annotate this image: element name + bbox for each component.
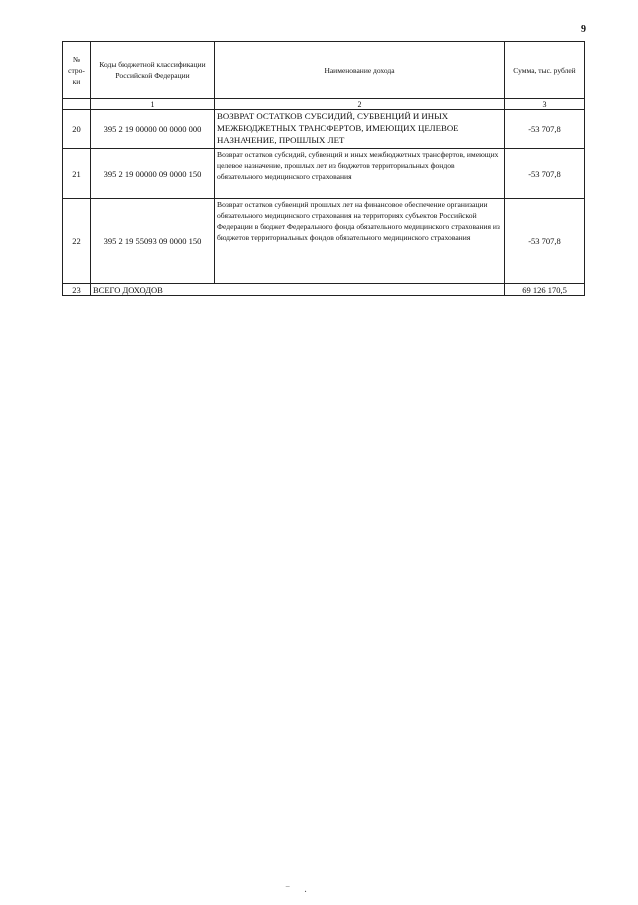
column-index-blank <box>63 99 91 110</box>
revenue-name: Возврат остатков субсидий, субвенций и иных межбюджетных трансфертов, имеющих целевое назначение, прошлых лет из бюджетов территориальных фондов обязательного медицинского страхования <box>215 149 505 199</box>
page-number: 9 <box>581 24 586 35</box>
header-budget-code: Коды бюджетной классификации Российской Федерации <box>91 42 215 99</box>
column-index-1: 1 <box>91 99 215 110</box>
table-row <box>63 110 585 149</box>
amount: -53 707,8 <box>505 110 585 149</box>
total-row <box>63 284 585 296</box>
budget-code: 395 2 19 00000 00 0000 000 <box>91 110 215 149</box>
header-row-number: № стро-ки <box>63 42 91 99</box>
table-row <box>63 199 585 284</box>
amount: -53 707,8 <box>505 199 585 284</box>
total-amount: 69 126 170,5 <box>505 284 585 296</box>
budget-code: 395 2 19 55093 09 0000 150 <box>91 199 215 284</box>
column-index-2: 2 <box>215 99 505 110</box>
header-revenue-name: Наименование дохода <box>215 42 505 99</box>
amount: -53 707,8 <box>505 149 585 199</box>
row-number: 20 <box>63 110 91 149</box>
row-number: 22 <box>63 199 91 284</box>
total-label: ВСЕГО ДОХОДОВ <box>91 284 505 296</box>
column-index-row <box>63 99 585 110</box>
revenue-name: ВОЗВРАТ ОСТАТКОВ СУБСИДИЙ, СУБВЕНЦИЙ И ИНЫХ МЕЖБЮДЖЕТНЫХ ТРАНСФЕРТОВ, ИМЕЮЩИХ ЦЕЛЕВОЕ НАЗНАЧЕНИЕ, ПРОШЛЫХ ЛЕТ <box>215 110 505 149</box>
row-number: 21 <box>63 149 91 199</box>
revenue-table <box>62 41 585 296</box>
row-number: 23 <box>63 284 91 296</box>
table-row <box>63 149 585 199</box>
revenue-name: Возврат остатков субвенций прошлых лет на финансовое обеспечение организации обязательного медицинского страхования на территориях субъектов Российской Федерации в бюджет Федерального фонда обязательного медицинского страхования из бюджетов территориальных фондов обязательного медицинского страхования <box>215 199 505 284</box>
column-index-3: 3 <box>505 99 585 110</box>
budget-code: 395 2 19 00000 09 0000 150 <box>91 149 215 199</box>
table-header-row <box>63 42 585 99</box>
scan-artifact: ‾ · <box>286 887 314 898</box>
header-amount: Сумма, тыс. рублей <box>505 42 585 99</box>
